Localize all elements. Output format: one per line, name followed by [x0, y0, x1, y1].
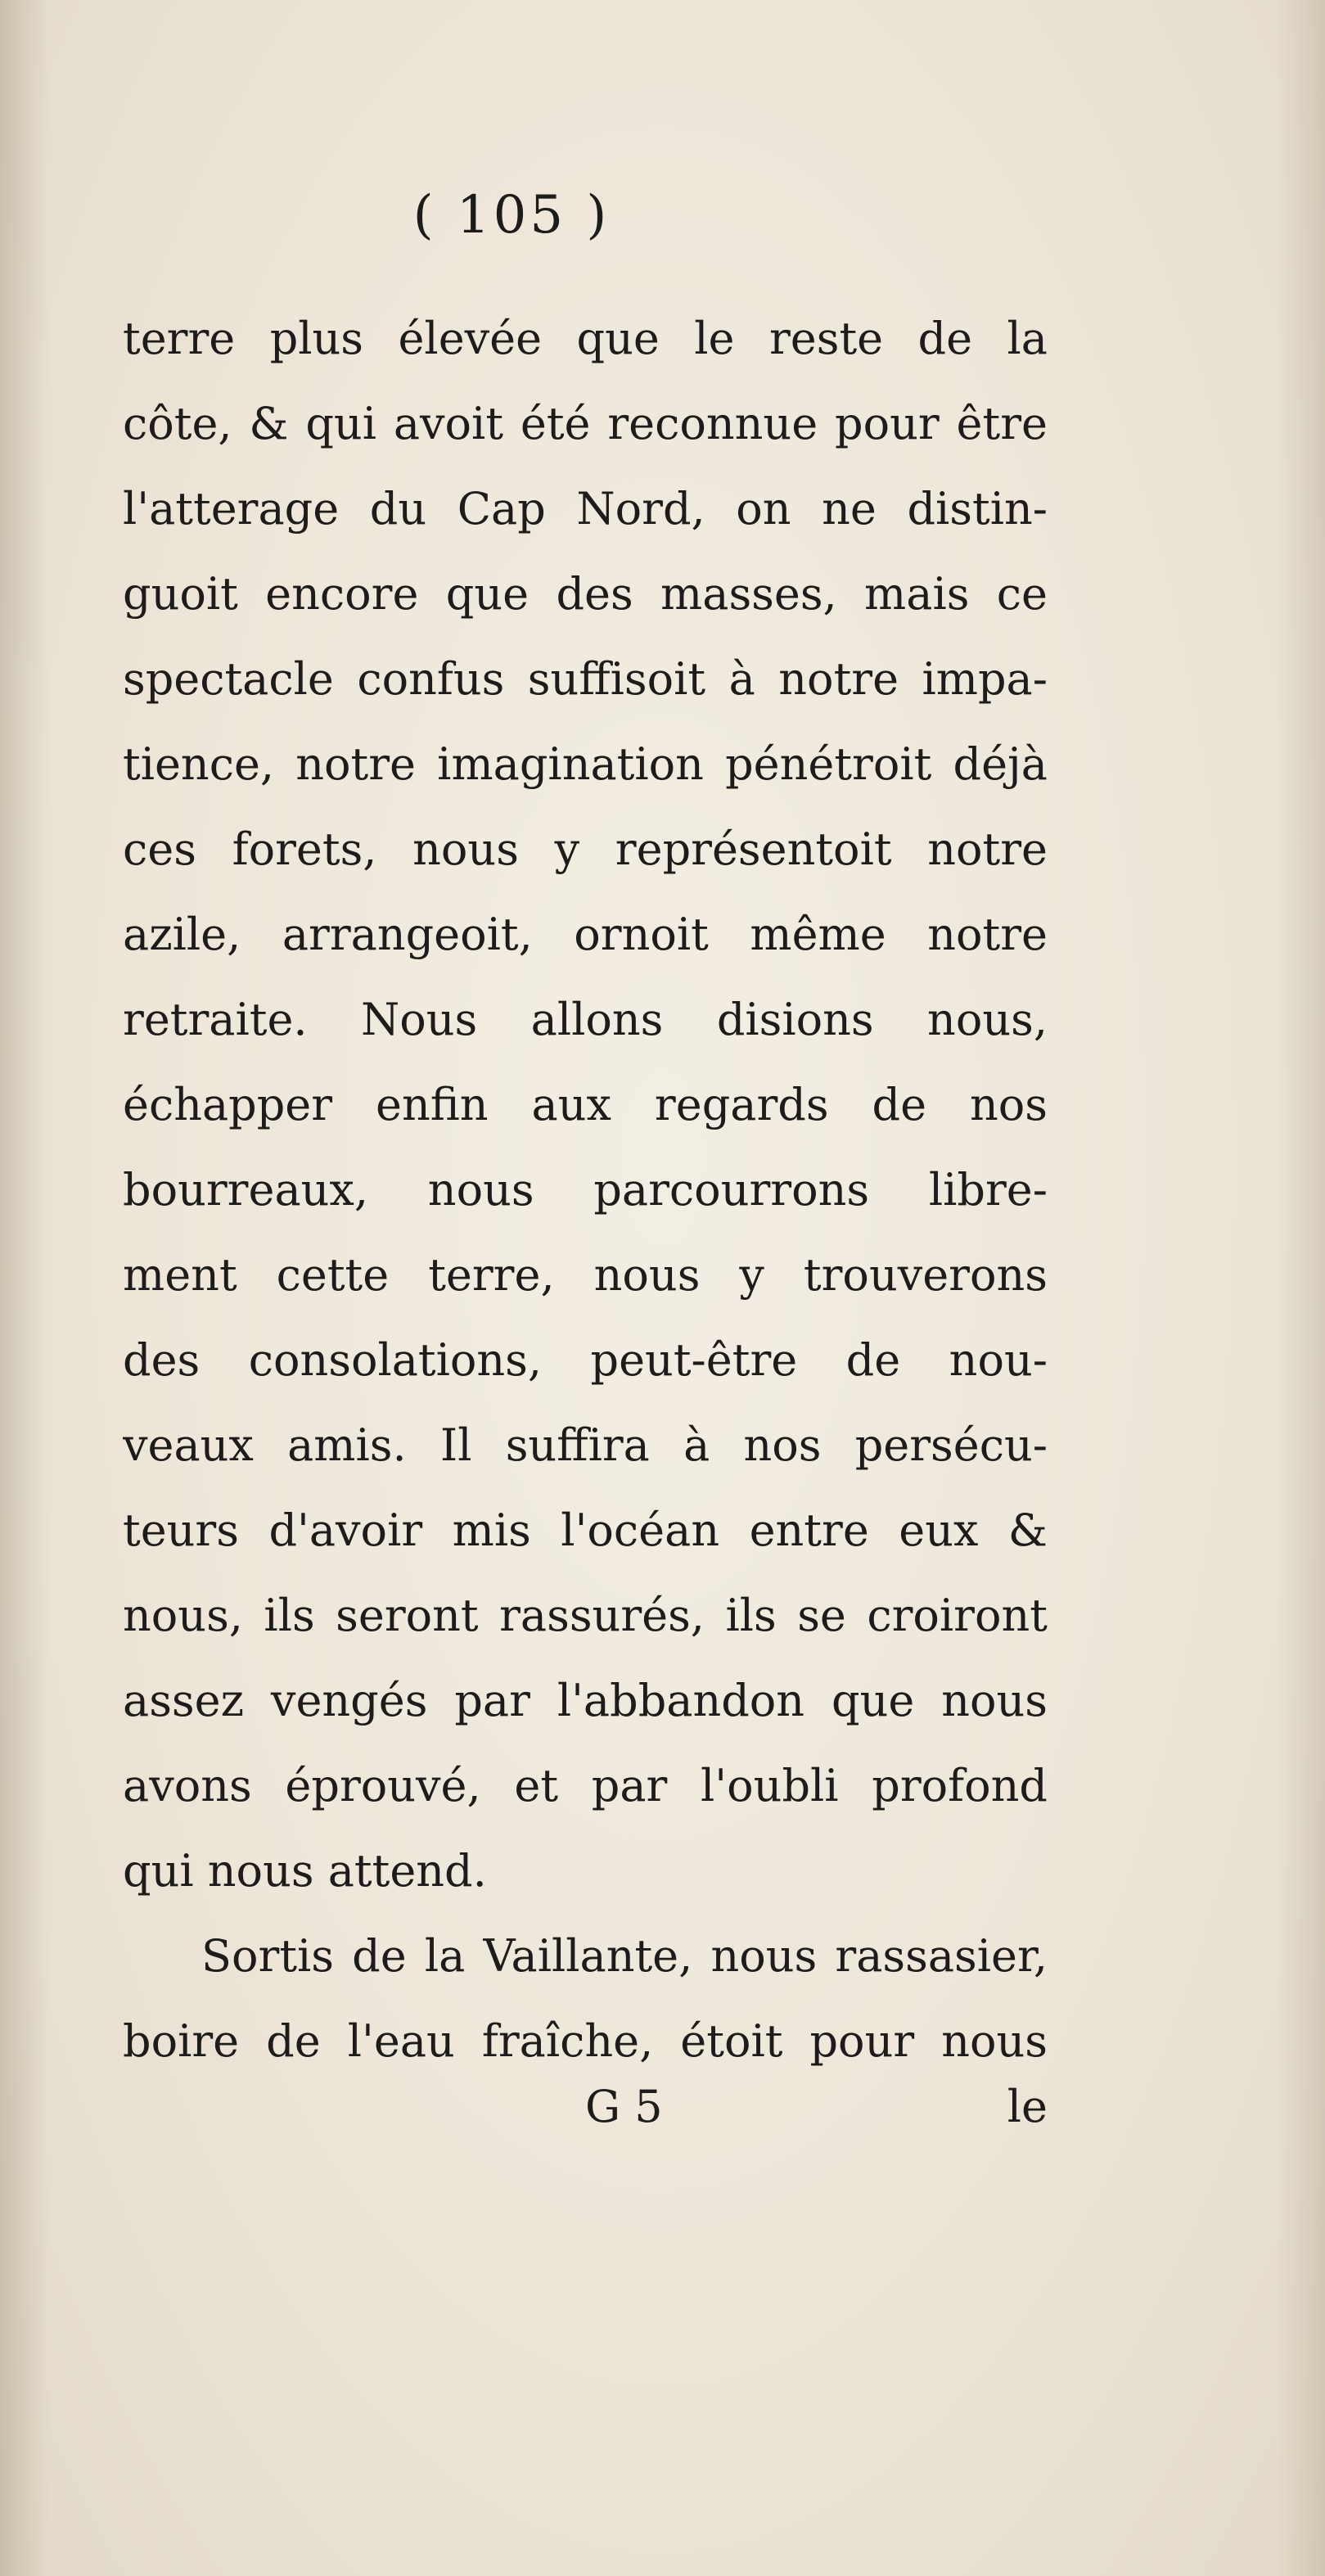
text-line: ces forets, nous y représentoit notre	[123, 823, 1048, 875]
text-line: tience, notre imagination pénétroit déjà	[123, 738, 1048, 790]
catchword: le	[1007, 2081, 1048, 2132]
text-line: retraite. Nous allons disions nous,	[123, 994, 1048, 1045]
text-line: assez vengés par l'abbandon que nous	[123, 1675, 1048, 1726]
page-edge-shadow-left	[0, 0, 49, 2576]
text-line: terre plus élevée que le reste de la	[123, 313, 1048, 364]
page-footer	[123, 2064, 1048, 2150]
text-line: azile, arrangeoit, ornoit même notre	[123, 909, 1048, 960]
text-line: boire de l'eau fraîche, étoit pour nous	[123, 2015, 1048, 2067]
text-line: Sortis de la Vaillante, nous rassasier,	[201, 1930, 1048, 1982]
text-line: ment cette terre, nous y trouverons	[123, 1249, 1048, 1301]
text-line: veaux amis. Il suffira à nos persécu-	[123, 1419, 1048, 1471]
text-line: bourreaux, nous parcourrons libre-	[123, 1164, 1048, 1216]
text-line: guoit encore que des masses, mais ce	[123, 568, 1048, 620]
text-line: nous, ils seront rassurés, ils se croiront	[123, 1590, 1048, 1641]
signature-mark: G 5	[585, 2081, 663, 2132]
text-line: échapper enfin aux regards de nos	[123, 1079, 1048, 1130]
text-line: côte, & qui avoit été reconnue pour être	[123, 398, 1048, 449]
text-line: qui nous attend.	[123, 1845, 487, 1897]
text-line: des consolations, peut-être de nou-	[123, 1334, 1048, 1386]
page-edge-shadow-right	[1276, 0, 1325, 2576]
page-number: ( 105 )	[412, 185, 611, 246]
text-line: spectacle confus suffisoit à notre impa-	[123, 653, 1048, 705]
body-text	[123, 296, 1048, 2084]
text-line: teurs d'avoir mis l'océan entre eux &	[123, 1505, 1048, 1556]
text-line: l'atterage du Cap Nord, on ne distin-	[123, 483, 1048, 535]
text-line: avons éprouvé, et par l'oubli profond	[123, 1760, 1048, 1811]
